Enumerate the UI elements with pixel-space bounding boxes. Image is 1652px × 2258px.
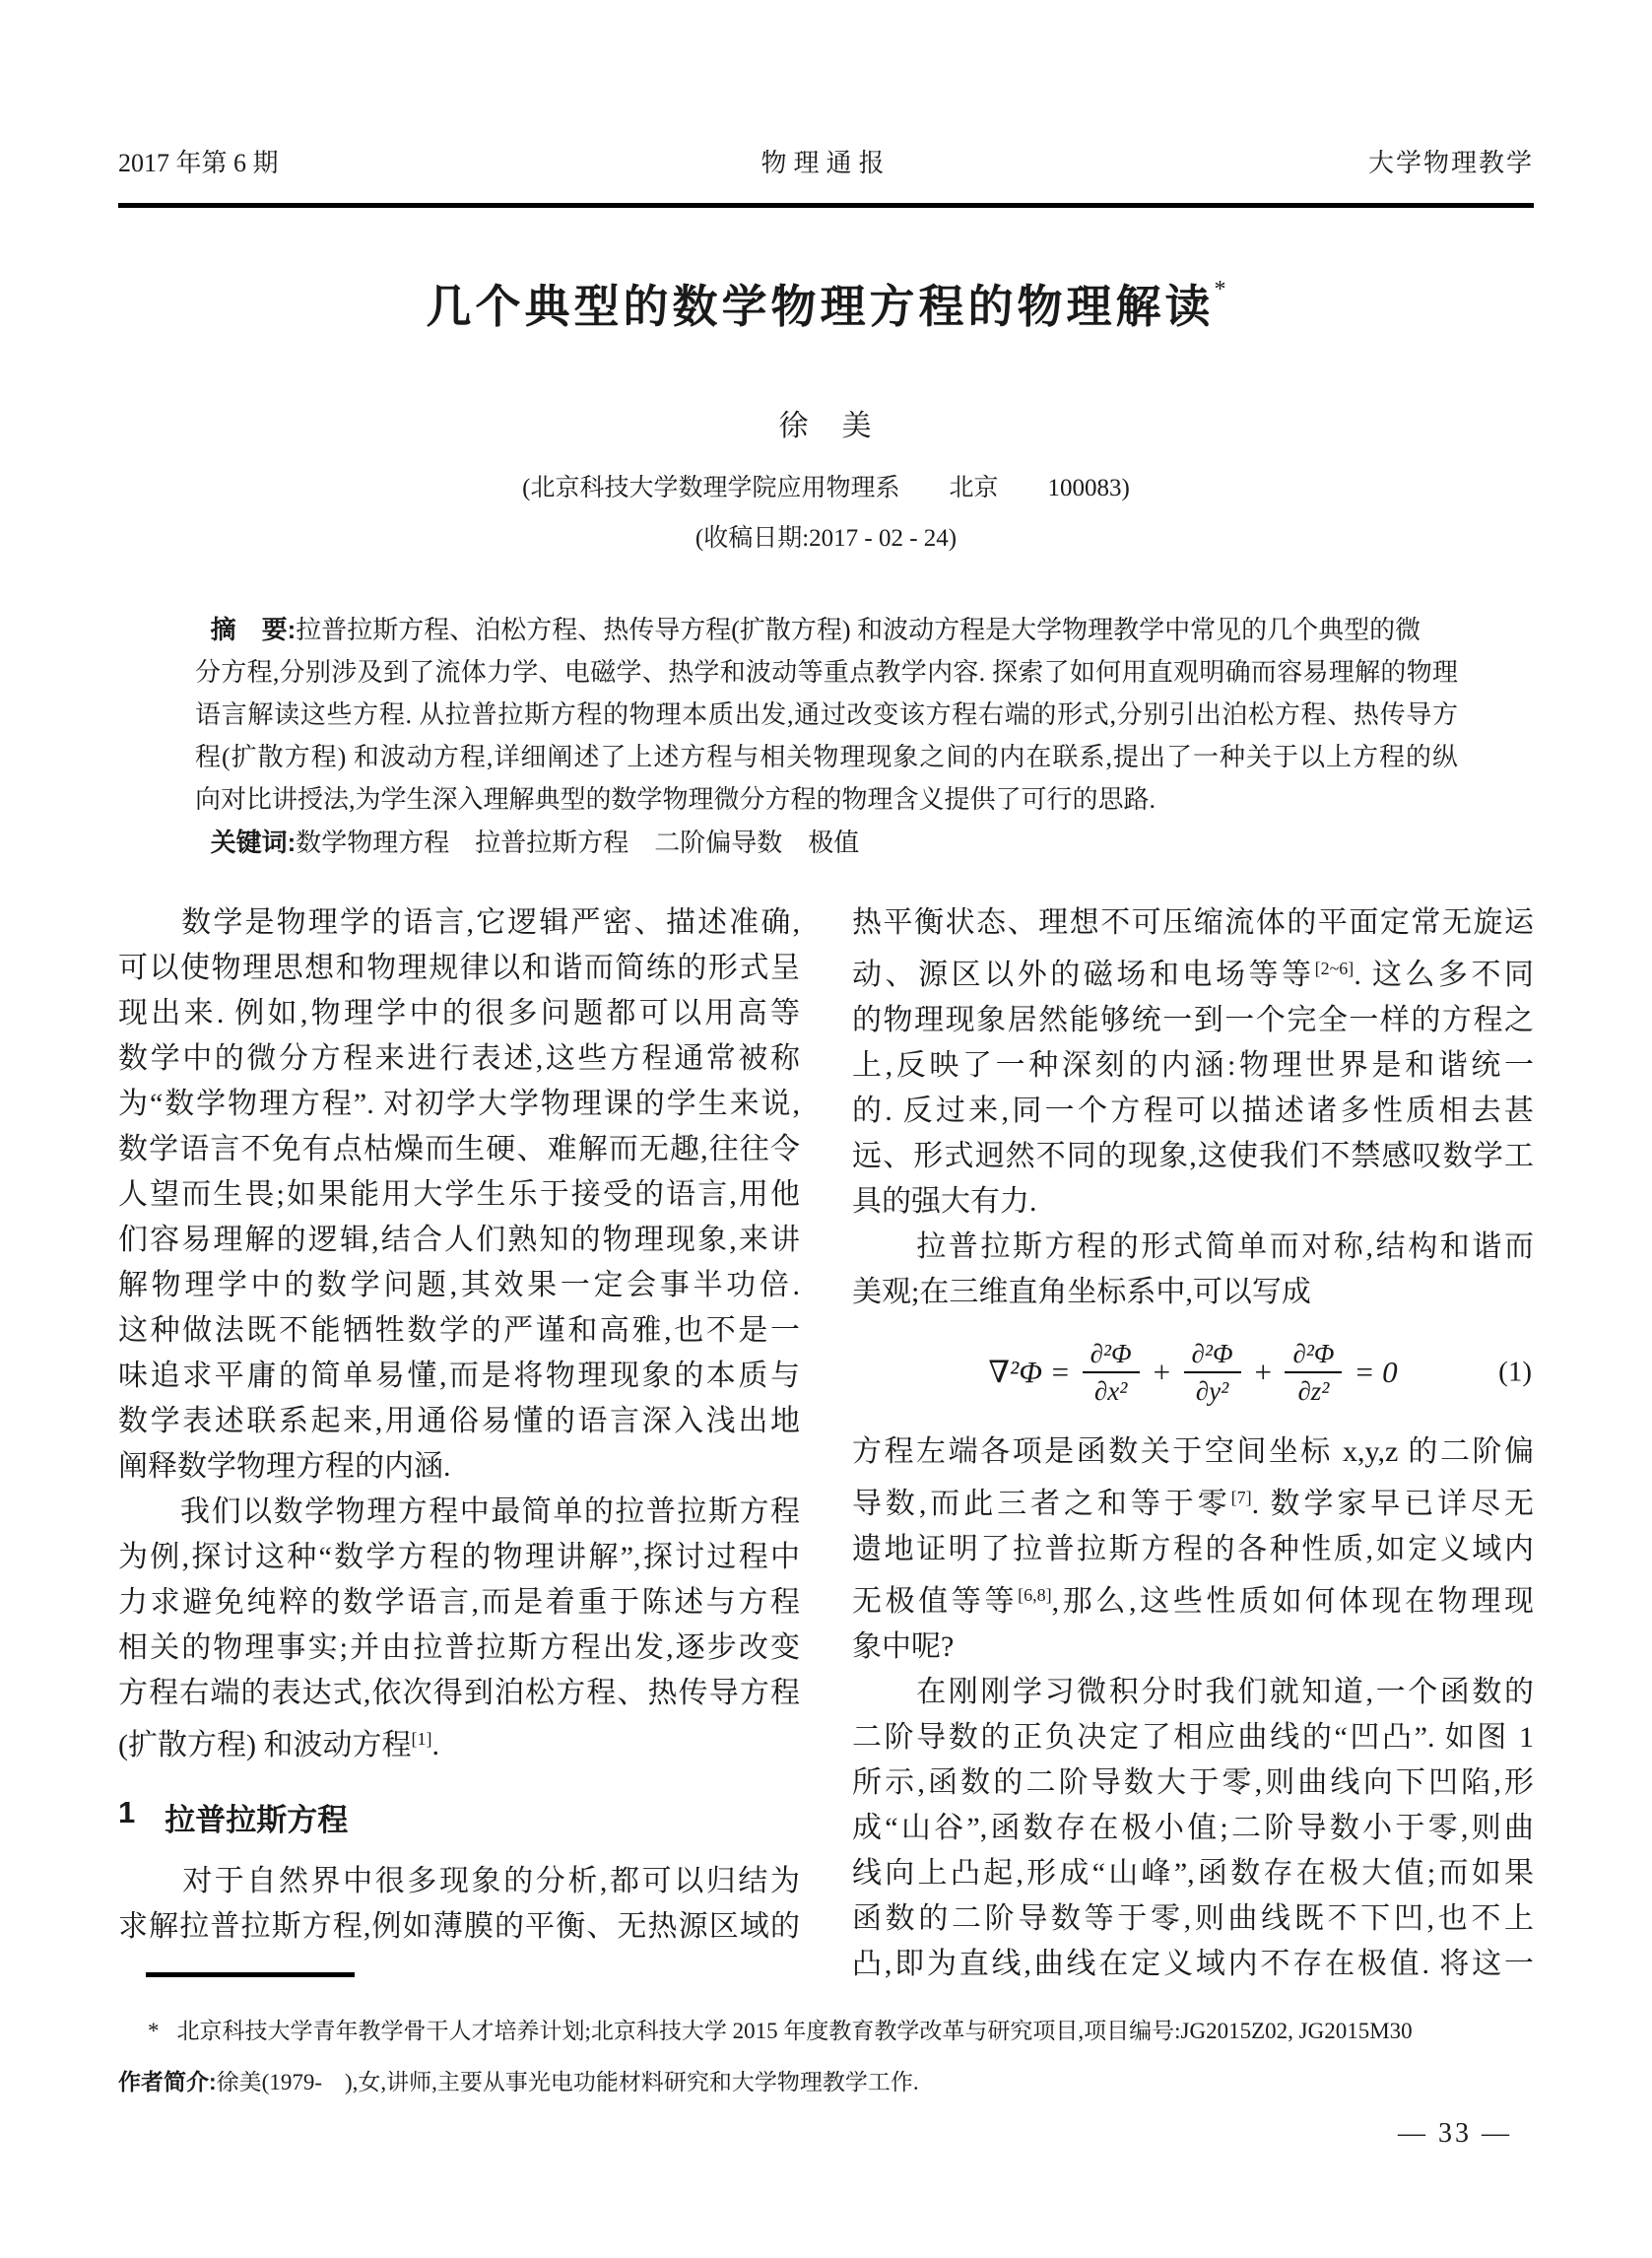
running-head	[118, 143, 1534, 179]
text-line: 热平衡状态、理想不可压缩流体的平面定常无旋运	[852, 906, 1534, 939]
paragraph	[118, 1859, 800, 1950]
keywords-text: 数学物理方程 拉普拉斯方程 二阶偏导数 极值	[296, 829, 860, 857]
abstract-block	[195, 609, 1458, 864]
text-line: 阐释数学物理方程的内涵.	[118, 1450, 451, 1483]
text-line: 凸,即为直线,曲线在定义域内不存在极值. 将这一	[852, 1948, 1534, 1980]
text-line: 美观;在三维直角坐标系中,可以写成	[852, 1276, 1311, 1308]
reference-superscript: [2~6]	[1314, 959, 1355, 978]
text-line: 力求避免纯粹的数学语言,而是着重于陈述与方程	[118, 1586, 800, 1619]
text-line: 二阶导数的正负决定了相应曲线的“凹凸”. 如图 1	[852, 1721, 1534, 1754]
text-line: 导数,而此三者之和等于零[7]. 数学家早已详尽无	[852, 1488, 1534, 1520]
header-rule	[118, 203, 1534, 208]
footnote-rule	[146, 1972, 355, 1977]
text-line: 遗地证明了拉普拉斯方程的各种性质,如定义域内	[852, 1533, 1534, 1565]
text-line: 远、形式迥然不同的现象,这使我们不禁感叹数学工	[852, 1140, 1534, 1172]
paragraph	[852, 900, 1534, 1225]
text-line: 求解拉普拉斯方程,例如薄膜的平衡、无热源区域的	[118, 1910, 800, 1943]
body-columns	[118, 900, 1534, 1987]
paragraph	[852, 1225, 1534, 1315]
equation-fraction-y: $\frac{\text{∂²Φ}}{\text{∂y²}}$	[1184, 1338, 1241, 1408]
text-line: 动、源区以外的磁场和电场等等[2~6]. 这么多不同	[852, 959, 1534, 991]
text-line: 所示,函数的二阶导数大于零,则曲线向下凹陷,形	[852, 1766, 1534, 1799]
author-bio-text: 徐美(1979- ),女,讲师,主要从事光电功能材料研究和大学物理教学工作.	[216, 2070, 919, 2094]
author-name: 徐 美	[778, 410, 874, 442]
reference-superscript: [7]	[1230, 1488, 1252, 1507]
text-line: 方程右端的表达式,依次得到泊松方程、热传导方程	[118, 1677, 800, 1709]
text-line: (扩散方程) 和波动方程[1].	[118, 1729, 439, 1761]
text-line: 可以使物理思想和物理规律以和谐而简练的形式呈	[118, 952, 800, 984]
keywords-label: 关键词:	[210, 828, 297, 857]
page-number: — 33 —	[1398, 2118, 1512, 2149]
text-line: 线向上凸起,形成“山峰”,函数存在极大值;而如果	[852, 1857, 1534, 1890]
text-line: 方程左端各项是函数关于空间坐标 x,y,z 的二阶偏	[852, 1435, 1534, 1468]
text-line: 对于自然界中很多现象的分析,都可以归结为	[118, 1865, 800, 1897]
text-line: 无极值等等[6,8],那么,这些性质如何体现在物理现	[852, 1585, 1534, 1618]
text-line: 为例,探讨这种“数学方程的物理讲解”,探讨过程中	[118, 1541, 800, 1573]
paragraph	[118, 1490, 800, 1768]
text-line: 向对比讲授法,为学生深入理解典型的数学物理微分方程的物理含义提供了可行的思路.	[195, 785, 1156, 814]
text-line: 程(扩散方程) 和波动方程,详细阐述了上述方程与相关物理现象之间的内在联系,提出了一种关于以上方程的纵	[195, 743, 1458, 771]
equation-fraction-x: $\frac{\text{∂²Φ}}{\text{∂x²}}$	[1083, 1338, 1140, 1408]
text-line: 分方程,分别涉及到了流体力学、电磁学、热学和波动等重点教学内容. 探索了如何用直观明确而容易理解的物理	[195, 658, 1458, 687]
paragraph	[852, 1429, 1534, 1670]
reference-superscript: [6,8]	[1018, 1585, 1052, 1605]
text-line: 这种做法既不能牺牲数学的严谨和高雅,也不是一	[118, 1314, 800, 1347]
header-issue: 2017 年第 6 期	[118, 149, 279, 177]
plus-sign: +	[1151, 1355, 1172, 1389]
text-line: 的物理现象居然能够统一到一个完全一样的方程之	[852, 1004, 1534, 1036]
text-line: 的. 反过来,同一个方程可以描述诸多性质相去甚	[852, 1095, 1534, 1127]
text-line: 味追求平庸的简单易懂,而是将物理现象的本质与	[118, 1360, 800, 1392]
equation-lhs: ∇²Φ =	[988, 1355, 1071, 1389]
laplace-equation	[852, 1321, 1534, 1424]
footnote-line-1	[118, 2013, 1534, 2045]
right-column	[852, 900, 1534, 1987]
footnote-area	[118, 1972, 1534, 2150]
paragraph	[118, 900, 800, 1490]
article-title-text: 几个典型的数学物理方程的物理解读	[426, 282, 1215, 332]
text-line: 上,反映了一种深刻的内涵:物理世界是和谐统一	[852, 1049, 1534, 1082]
text-line: 们容易理解的逻辑,结合人们熟知的物理现象,来讲	[118, 1224, 800, 1256]
footnote-line-1-text: 北京科技大学青年教学骨干人才培养计划;北京科技大学 2015 年度教育教学改革与研究项目,项目编号:JG2015Z02, JG2015M30	[176, 2019, 1413, 2043]
abstract-lines	[195, 651, 1458, 821]
equation-fraction-z: $\frac{\text{∂²Φ}}{\text{∂z²}}$	[1285, 1338, 1342, 1408]
abstract-first-line	[195, 609, 1458, 651]
footnote-line-2	[118, 2064, 1534, 2096]
left-column	[118, 900, 800, 1987]
keywords-line	[195, 822, 1458, 864]
reference-superscript: [1]	[411, 1729, 432, 1749]
text-line: 人望而生畏;如果能用大学生乐于接受的语言,用他	[118, 1178, 800, 1211]
text-line: 解物理学中的数学问题,其效果一定会事半功倍.	[118, 1269, 800, 1301]
section-number: 1	[118, 1795, 136, 1829]
footnote-marker: *	[148, 2019, 160, 2043]
text-line: 数学表述联系起来,用通俗易懂的语言深入浅出地	[118, 1405, 800, 1437]
plus-sign: +	[1252, 1355, 1274, 1389]
text-line: 我们以数学物理方程中最简单的拉普拉斯方程	[118, 1495, 800, 1528]
abstract-label: 摘 要:	[210, 615, 297, 644]
article-title	[0, 271, 1652, 336]
text-line: 相关的物理事实;并由拉普拉斯方程出发,逐步改变	[118, 1631, 800, 1664]
text-line: 数学语言不免有点枯燥而生硬、难解而无趣,往往令	[118, 1133, 800, 1165]
abstract-first-line-text: 拉普拉斯方程、泊松方程、热传导方程(扩散方程) 和波动方程是大学物理教学中常见的几个典型的微	[296, 616, 1421, 644]
text-line: 成“山谷”,函数存在极小值;二阶导数小于零,则曲	[852, 1812, 1534, 1844]
text-line: 数学中的微分方程来进行表述,这些方程通常被称	[118, 1042, 800, 1075]
text-line: 语言解读这些方程. 从拉普拉斯方程的物理本质出发,通过改变该方程右端的形式,分别引出泊松方程、热传导方	[195, 700, 1458, 729]
affiliation: (北京科技大学数理学院应用物理系 北京 100083)	[522, 475, 1130, 501]
equation-rhs: = 0	[1354, 1355, 1398, 1389]
text-line: 为“数学物理方程”. 对初学大学物理课的学生来说,	[118, 1088, 800, 1120]
text-line: 函数的二阶导数等于零,则曲线既不下凹,也不上	[852, 1902, 1534, 1935]
text-line: 现出来. 例如,物理学中的很多问题都可以用高等	[118, 997, 800, 1029]
received-date: (收稿日期:2017 - 02 - 24)	[694, 525, 958, 552]
text-line: 象中呢?	[852, 1630, 955, 1663]
equation-number: (1)	[1498, 1356, 1532, 1388]
author-bio-label: 作者简介:	[118, 2069, 217, 2094]
section-heading	[118, 1795, 800, 1839]
title-footnote-marker: *	[1214, 277, 1226, 302]
text-line: 具的强大有力.	[852, 1185, 1037, 1218]
section-title: 拉普拉斯方程	[165, 1803, 349, 1837]
text-line: 在刚刚学习微积分时我们就知道,一个函数的	[852, 1676, 1534, 1708]
text-line: 数学是物理学的语言,它逻辑严密、描述准确,	[118, 906, 800, 939]
paragraph	[852, 1670, 1534, 1987]
header-section: 大学物理教学	[1367, 149, 1534, 177]
text-line: 拉普拉斯方程的形式简单而对称,结构和谐而	[852, 1230, 1534, 1263]
header-journal-title: 物理通报	[760, 149, 892, 177]
